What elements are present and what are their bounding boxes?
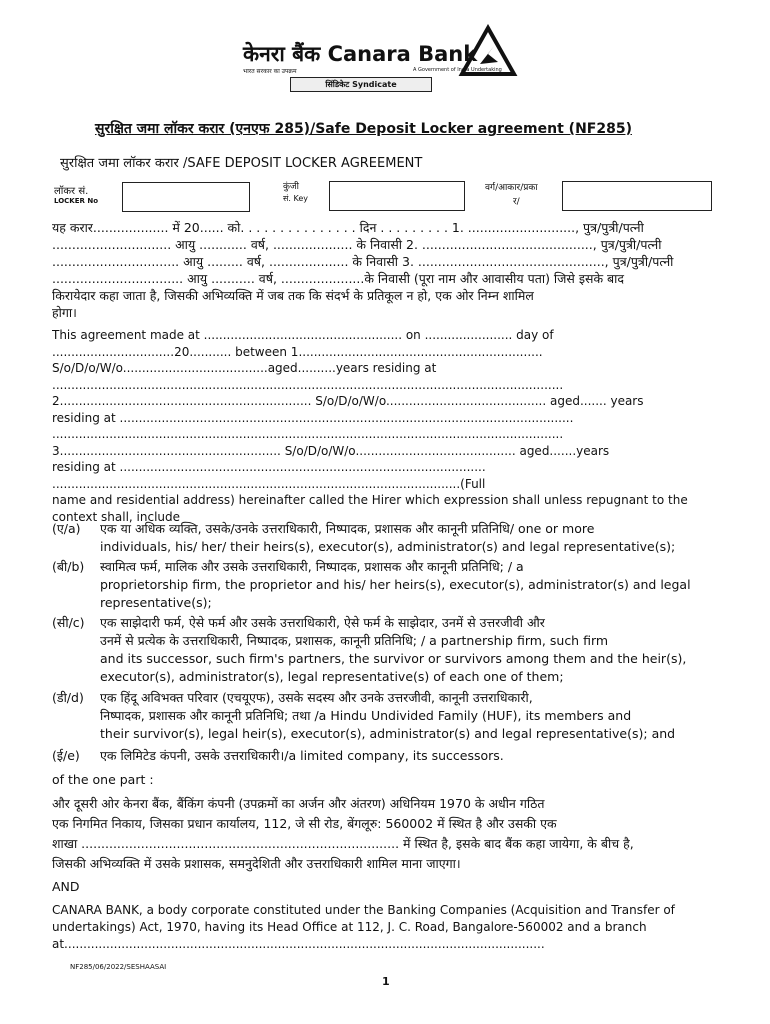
- item-tag: (ई/e): [52, 748, 80, 763]
- and-label: AND: [52, 879, 80, 894]
- item-line: निष्पादक, प्रशासक और कानूनी प्रतिनिधि; तथा /a Hindu Undivided Family (HUF), its members and: [100, 708, 632, 723]
- english-bank-paragraph: [52, 902, 724, 953]
- english-line: at..............................................................................................................................: [52, 937, 545, 951]
- english-line: ......................................................................................................................................: [52, 377, 564, 392]
- locker-no-field[interactable]: [122, 182, 250, 212]
- english-line: residing at ................................................................................................: [52, 460, 486, 474]
- one-part-label: of the one part :: [52, 772, 154, 787]
- english-line: residing at .......................................................................................................................: [52, 410, 574, 425]
- document-subtitle: सुरक्षित जमा लॉकर करार /SAFE DEPOSIT LOCKER AGREEMENT: [60, 156, 423, 171]
- hindi-line: जिसकी अभिव्यक्ति में उसके प्रशासक, समनुदेशिती और उत्तराधिकारी शामिल माना जाएगा।: [52, 856, 461, 871]
- tagline-hindi: भारत सरकार का उपक्रम: [243, 68, 297, 75]
- bank-name-hindi: केनरा बैंक: [243, 42, 321, 66]
- footer-form-code: NF285/06/2022/SESHAASAI: [70, 963, 167, 971]
- english-line: undertakings) Act, 1970, having its Head Office at 112, J. C. Road, Bangalore-560002 and a branch: [52, 920, 647, 934]
- locker-no-label-hindi: लॉकर सं.: [54, 186, 89, 197]
- item-line: and its successor, such firm's partners, the survivor or survivors among them and the heir(s),: [100, 651, 687, 666]
- english-line: S/o/D/o/W/o......................................aged..........years residing at: [52, 361, 437, 375]
- tagline-english: A Government of India Undertaking: [413, 67, 502, 73]
- class-size-label: वर्ग/आकार/प्रका: [485, 183, 538, 193]
- list-item-c: [52, 614, 724, 686]
- english-line: ...........................................................................................................(Full: [52, 476, 486, 491]
- item-tag: (बी/b): [52, 559, 85, 574]
- hindi-line: यह करार................... में 20...... को. . . . . . . . . . . . . . . दिन . . . . . . . . . 1. ..........................., पुत्र/पुत्री/पत्नी: [52, 220, 644, 235]
- key-no-field[interactable]: [329, 181, 465, 211]
- canara-bank-logo-icon: [458, 24, 518, 84]
- hindi-line: होगा।: [52, 305, 77, 320]
- english-line: ......................................................................................................................................: [52, 427, 564, 441]
- key-no-label-hindi: कुंजी: [283, 182, 299, 192]
- class-size-label-cont: र/: [513, 197, 520, 207]
- hindi-line: .............................. आयु ............ वर्ष, .................... के निवासी 2. ..........................................., पुत्र/पुत्री/पत्नी: [52, 237, 662, 252]
- item-line: एक या अधिक व्यक्ति, उसके/उनके उत्तराधिकारी, निष्पादक, प्रशासक और कानूनी प्रतिनिधि/ one or more: [100, 521, 595, 536]
- item-tag: (ए/a): [52, 521, 81, 536]
- hindi-line: ................................. आयु ........... वर्ष, .....................के निवासी (पूरा नाम और आवासीय पता) जिसे इसके बाद: [52, 271, 625, 286]
- item-line: executor(s), administrator(s), legal representative(s) of each one of them;: [100, 669, 564, 684]
- class-size-field[interactable]: [562, 181, 712, 211]
- english-line: name and residential address) hereinafter called the Hirer which expression shall unless repugnant to the: [52, 493, 688, 507]
- hindi-bank-paragraph: [52, 794, 724, 874]
- hindi-agreement-paragraph: [52, 219, 724, 321]
- english-agreement-paragraph: [52, 327, 724, 525]
- locker-no-label-english: LOCKER No: [54, 197, 98, 205]
- hindi-line: एक निगमित निकाय, जिसका प्रधान कार्यालय, 112, जे सी रोड, बेंगलूरु: 560002 में स्थित है और उसकी एक: [52, 816, 557, 831]
- bank-name-english: Canara Bank: [327, 42, 478, 66]
- item-line: their survivor(s), legal heir(s), executor(s), administrator(s) and legal representative(s); and: [100, 726, 676, 741]
- item-line: proprietorship firm, the proprietor and his/ her heirs(s), executor(s), administrator(s) and legal: [100, 577, 691, 592]
- english-line: CANARA BANK, a body corporate constituted under the Banking Companies (Acquisition and Transfer of: [52, 903, 675, 917]
- item-line: individuals, his/ her/ their heirs(s), executor(s), administrator(s) and legal representative(s);: [100, 539, 676, 554]
- bank-name: [243, 40, 477, 68]
- item-line: एक हिंदू अविभक्त परिवार (एचयूएफ), उसके सदस्य और उनके उत्तरजीवी, कानूनी उत्तराधिकारी,: [100, 690, 533, 705]
- english-line: This agreement made at .................................................... on ....................... day of: [52, 328, 554, 342]
- list-item-e: [52, 747, 724, 765]
- english-line: 2.................................................................. S/o/D/o/W/o.......................................... aged....... years: [52, 394, 644, 408]
- item-line: representative(s);: [100, 595, 212, 610]
- list-item-b: [52, 558, 724, 612]
- item-tag: (डी/d): [52, 690, 84, 705]
- hindi-line: किरायेदार कहा जाता है, जिसकी अभिव्यक्ति में जब तक कि संदर्भ के प्रतिकूल न हो, एक ओर निम्न शामिल: [52, 288, 534, 303]
- item-line: एक साझेदारी फर्म, ऐसे फर्म और उसके उत्तराधिकारी, ऐसे फर्म के साझेदार, उनमें से उत्तरजीवी और: [100, 615, 545, 630]
- page-number: 1: [382, 975, 390, 988]
- list-item-a: [52, 520, 724, 556]
- syndicate-label: सिंडिकेट Syndicate: [290, 77, 432, 92]
- item-line: उनमें से प्रत्येक के उत्तराधिकारी, निष्पादक, प्रशासक, कानूनी प्रतिनिधि; / a partnership firm, such firm: [100, 633, 609, 648]
- item-line: स्वामित्व फर्म, मालिक और उसके उत्तराधिकारी, निष्पादक, प्रशासक और कानूनी प्रतिनिधि; / a: [100, 559, 524, 574]
- english-line: context shall, include: [52, 509, 181, 524]
- english-line: 3.......................................................... S/o/D/o/W/o.......................................... aged.......years: [52, 443, 610, 458]
- item-line: एक लिमिटेड कंपनी, उसके उत्तराधिकारी।/a limited company, its successors.: [100, 748, 504, 763]
- item-tag: (सी/c): [52, 615, 85, 630]
- english-line: ................................20........... between 1................................................................: [52, 344, 543, 359]
- hindi-line: ................................ आयु ......... वर्ष, .................... के निवासी 3. ..............................................., पुत्र/पुत्री/पत्नी: [52, 254, 674, 269]
- list-item-d: [52, 689, 724, 743]
- key-no-label-english: सं. Key: [283, 194, 308, 203]
- document-title: सुरक्षित जमा लॉकर करार (एनएफ 285)/Safe Deposit Locker agreement (NF285): [95, 121, 632, 137]
- hindi-line: और दूसरी ओर केनरा बैंक, बैंकिंग कंपनी (उपक्रमों का अर्जन और अंतरण) अधिनियम 1970 के अधीन गठित: [52, 796, 545, 811]
- hindi-line: शाखा ................................................................................ में स्थित है, इसके बाद बैंक कहा जायेगा, के बीच है,: [52, 836, 634, 851]
